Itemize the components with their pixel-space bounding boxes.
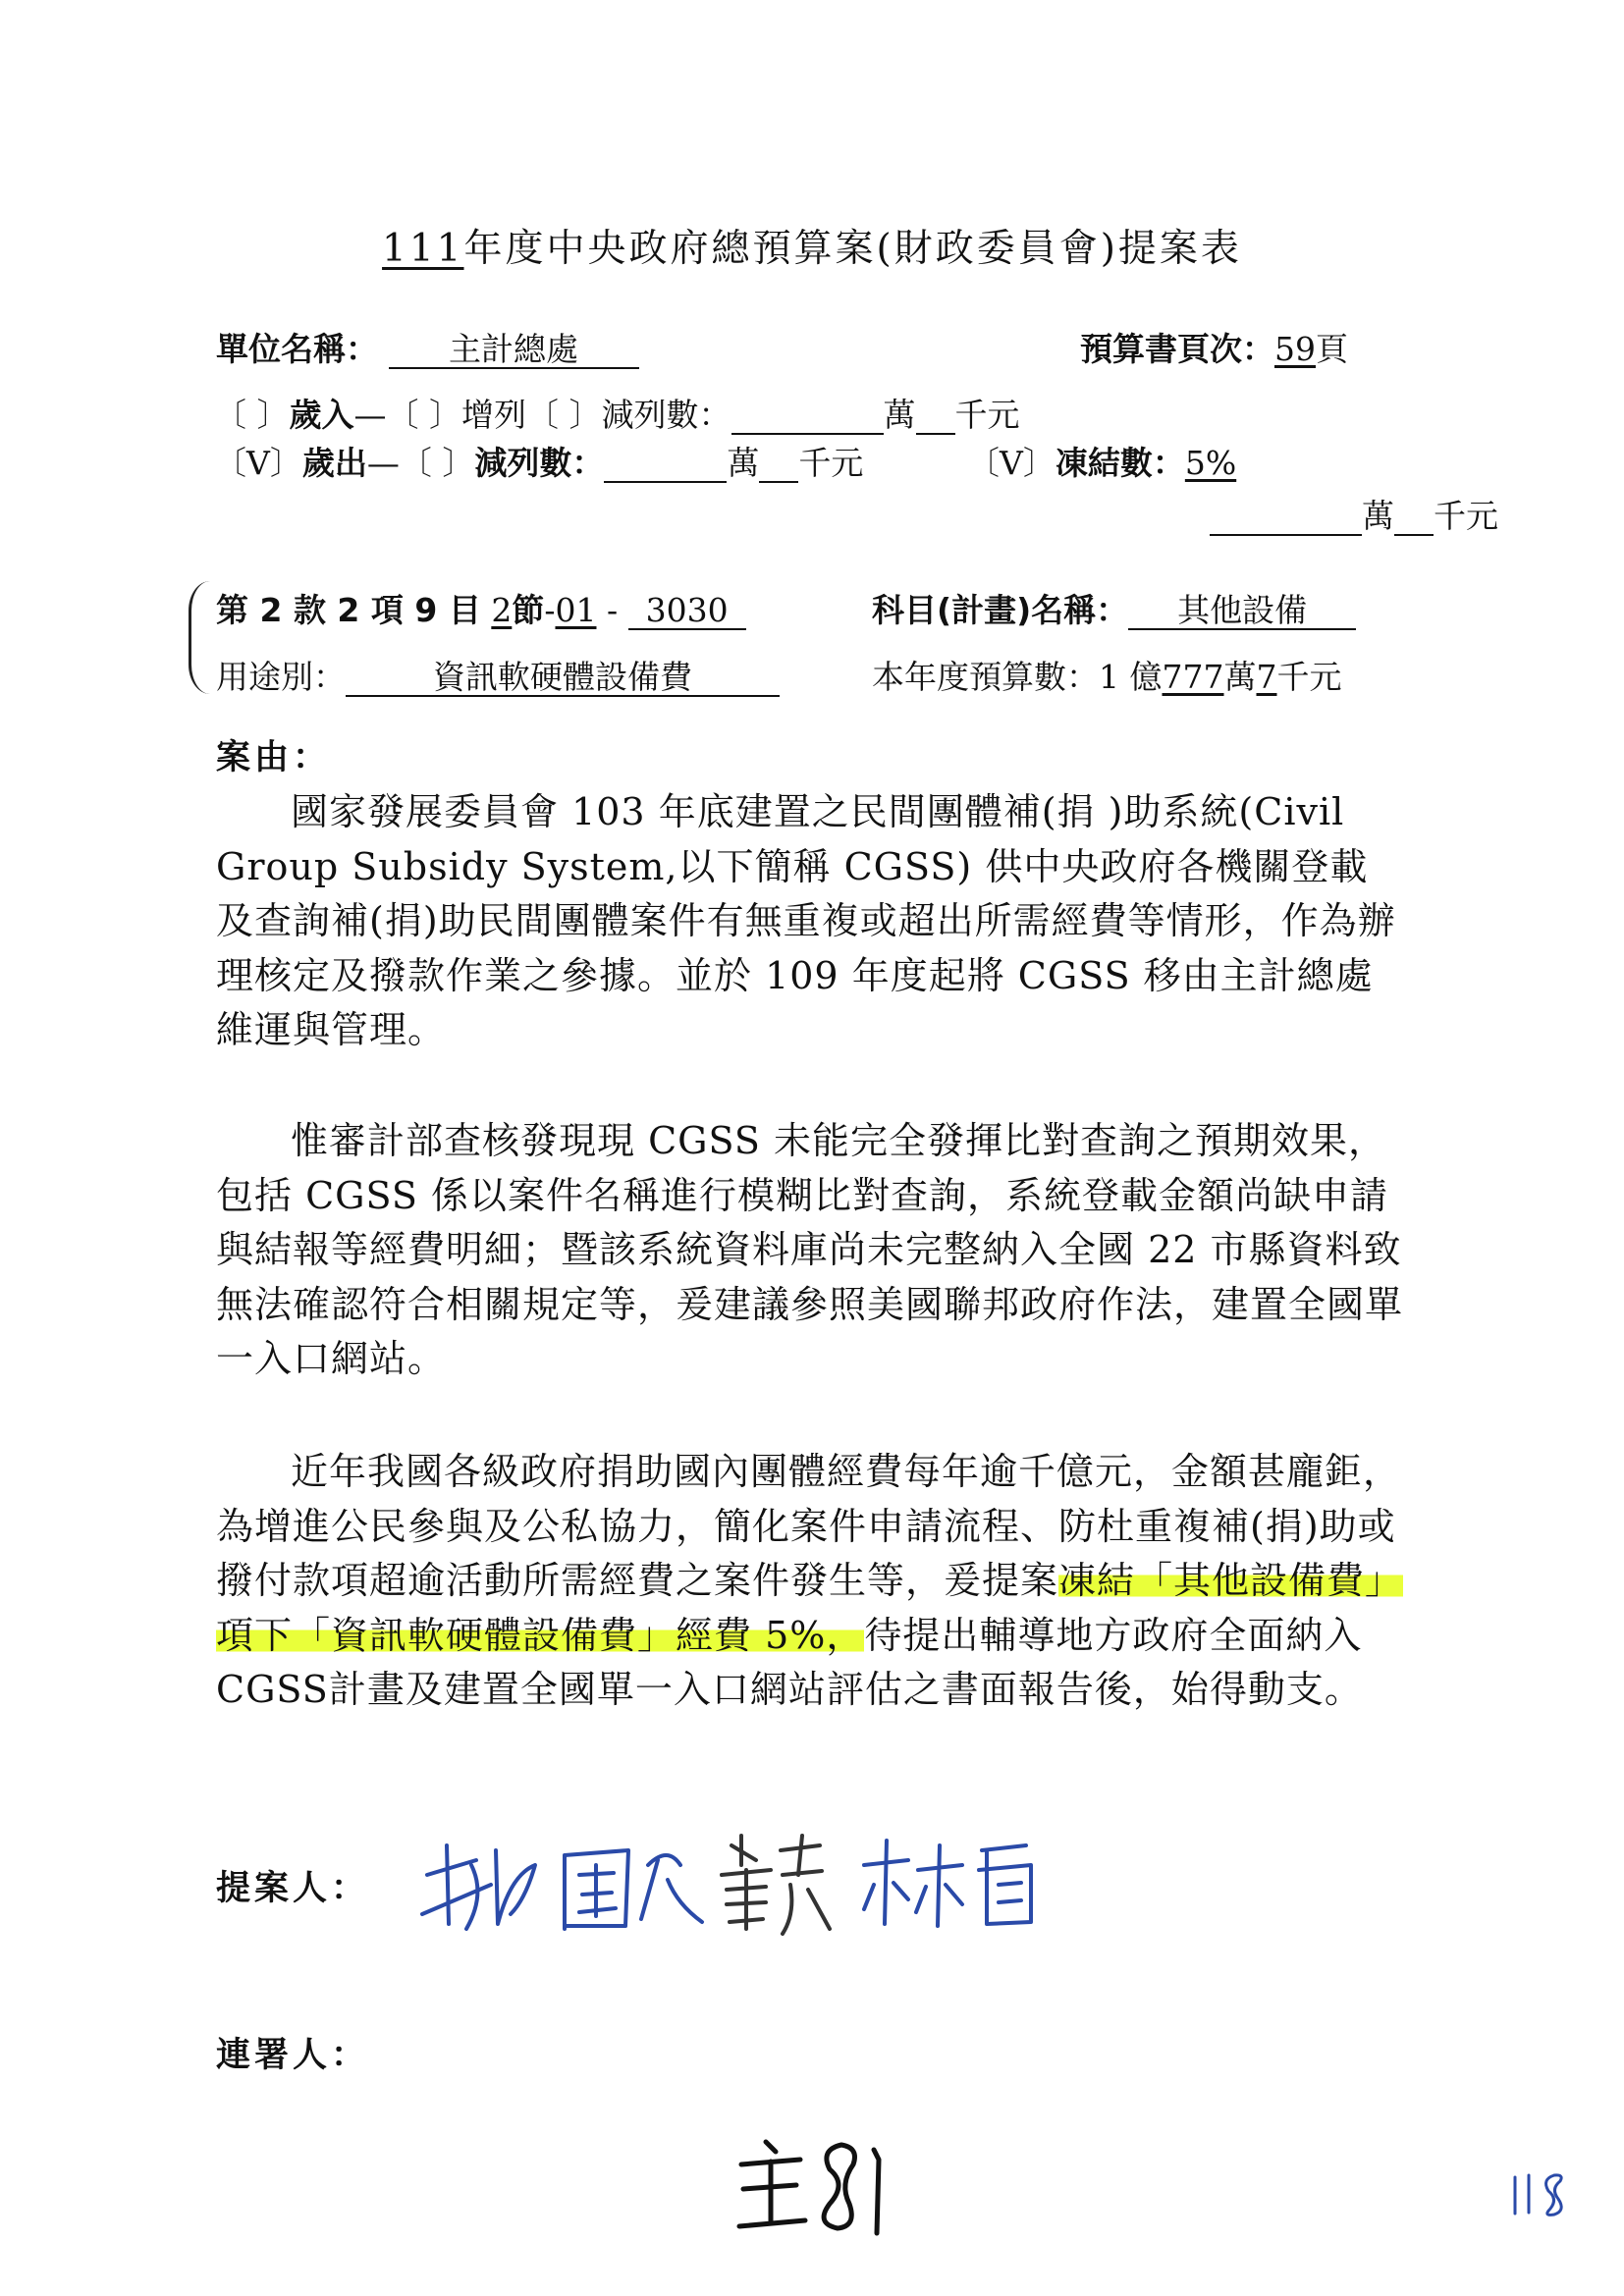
highlighted-freeze-text: 凍結「其他設備費」項下「資訊軟硬體設備費」經費 5%， [216, 1559, 1404, 1657]
freeze-row [967, 438, 1236, 484]
subject-label: 科目(計畫)名稱： [872, 591, 1129, 629]
budget-wan: 萬 [1223, 658, 1257, 696]
freeze-qian-blank [1394, 500, 1434, 536]
expense-wan-blank [604, 447, 727, 483]
revenue-increase-label: 增列 [461, 396, 526, 434]
expense-decrease-checkbox: 〔 〕 [399, 444, 475, 482]
expense-label: 歲出 [301, 444, 367, 482]
reason-paragraph-3-text-b: 待提出輔導地方政府全面納入CGSS計畫及建置全國單一入口網站評估之書面報告後，始得動支。 [216, 1613, 1363, 1711]
revenue-qian-unit: 千元 [954, 396, 1020, 434]
subject-value: 其他設備 [1128, 594, 1356, 630]
item-dash1: - [544, 591, 556, 629]
subject-row [872, 585, 1356, 631]
revenue-label: 歲入 [289, 396, 354, 434]
reason-paragraph-1 [216, 785, 1404, 1058]
title-year: 111 [382, 227, 464, 271]
expense-row [214, 438, 863, 484]
revenue-dash: — [353, 396, 387, 434]
use-label: 用途別： [216, 658, 346, 696]
page-ref-row [1080, 324, 1348, 370]
revenue-row [214, 390, 1020, 436]
handwritten-page-number [1507, 2169, 1586, 2218]
expense-wan-unit: 萬 [727, 444, 760, 482]
page-ref-suffix: 頁 [1316, 330, 1348, 368]
expense-checkbox: 〔V〕 [214, 444, 302, 482]
form-title [0, 218, 1624, 273]
page-ref-label: 預算書頁次： [1080, 330, 1274, 368]
expense-dash: — [366, 444, 400, 482]
item-jie: 節 [512, 591, 545, 629]
item-dash2: - [596, 591, 628, 629]
reason-paragraph-3 [216, 1445, 1404, 1718]
item-code3: 3030 [628, 594, 746, 630]
freeze-value: 5% [1184, 444, 1237, 482]
unit-row [216, 324, 639, 370]
budget-wan-value: 777 [1162, 658, 1224, 696]
reason-paragraph-3-text-a: 近年我國各級政府捐助國內團體經費每年逾千億元，金額甚龐鉅，為增進公民參與及公私協力，簡化案件申請流程、防杜重複補(捐)助或撥付款項超逾活動所需經費之案件發生等，爰提案 [216, 1450, 1402, 1602]
proposer-label: 提案人： [216, 1869, 370, 1908]
revenue-decrease-label: 減列數： [601, 396, 731, 434]
use-row [216, 652, 780, 698]
freeze-qian-unit: 千元 [1434, 497, 1498, 535]
item-code-prefix: 第 2 款 2 項 9 目 [216, 591, 481, 629]
revenue-decrease-checkbox: 〔 〕 [526, 396, 602, 434]
revenue-wan-unit: 萬 [883, 396, 916, 434]
budget-yi: 1 億 [1099, 658, 1163, 696]
page-ref-value: 59 [1274, 330, 1316, 368]
budget-label: 本年度預算數： [872, 658, 1099, 696]
item-code-row [216, 585, 746, 631]
expense-qian-blank [759, 447, 798, 483]
revenue-wan-blank [731, 399, 884, 435]
revenue-increase-checkbox: 〔 〕 [386, 396, 461, 434]
handwritten-signatures [417, 1806, 1105, 1953]
item-code2: 01 [555, 591, 597, 629]
cosigner-label: 連署人： [216, 2036, 370, 2075]
freeze-wan-blank [1210, 500, 1362, 536]
expense-qian-unit: 千元 [798, 444, 864, 482]
freeze-amount-row [1210, 491, 1498, 537]
freeze-label: 凍結數： [1055, 444, 1185, 482]
unit-label: 單位名稱： [216, 330, 378, 368]
reason-paragraph-1-text: 國家發展委員會 103 年底建置之民間團體補(捐 )助系統(Civil Group Subsidy System,以下簡稱 CGSS) 供中央政府各機關登載及查詢補(捐)助民間團體案件有無重複或超出所需經費等情形，作為辦理核定及撥款作業之參據。並於 109 年度起將 CGSS 移由主計總處維運與管理。 [216, 790, 1396, 1051]
revenue-checkbox: 〔 〕 [214, 396, 290, 434]
reason-paragraph-2-text: 惟審計部查核發現現 CGSS 未能完全發揮比對查詢之預期效果，包括 CGSS 係以案件名稱進行模糊比對查詢，系統登載金額尚缺申請與結報等經費明細；暨該系統資料庫尚未完整納入全國 22 市縣資料致無法確認符合相關規定等，爰建議參照美國聯邦政府作法，建置全國單一入口網站。 [216, 1119, 1404, 1380]
revenue-qian-blank [916, 399, 955, 435]
handwritten-file-number [731, 2130, 908, 2243]
freeze-checkbox: 〔V〕 [967, 444, 1056, 482]
item-section: 2 [491, 591, 513, 629]
item-bracket [189, 581, 213, 694]
budget-row [872, 652, 1342, 698]
expense-decrease-label: 減列數： [474, 444, 605, 482]
use-value: 資訊軟硬體設備費 [346, 661, 780, 697]
reason-paragraph-2 [216, 1114, 1404, 1387]
budget-qian: 千元 [1276, 658, 1342, 696]
unit-value: 主計總處 [389, 333, 639, 369]
budget-qian-value: 7 [1256, 658, 1277, 696]
title-text: 年度中央政府總預算案(財政委員會)提案表 [463, 227, 1242, 271]
freeze-wan-unit: 萬 [1362, 497, 1394, 535]
reason-heading: 案由： [216, 738, 332, 777]
